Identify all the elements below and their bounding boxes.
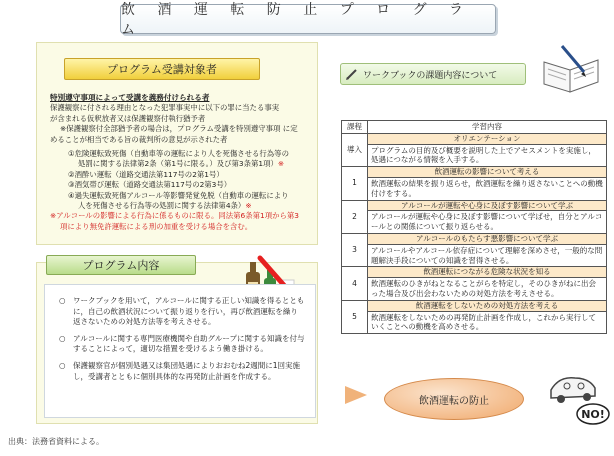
target-tag: プログラム受講対象者 <box>64 58 260 80</box>
source-note: 出典：法務省資料による。 <box>8 437 104 446</box>
target-heading: 特別遵守事項によって受講を義務付けられる者 <box>50 93 210 102</box>
table-row <box>342 177 607 200</box>
red-mark: ※ <box>245 201 252 211</box>
course-head: アルコールが運転や心身に及ぼす影響について学ぶ <box>368 200 607 211</box>
course-body: 飲酒運転のひきがねとなることがらを特定し，そのひきがねに出会った場合及び出会わないための対処方法を考えさせる。 <box>368 278 607 301</box>
content-item: ○ 保護観察官が個別処遇又は集団処遇によりおおむね2週間に1回実施し，受講者とともに個別具体的な再発防止計画を作成する。 <box>59 360 301 381</box>
target-item: 処罰に関する法律第2条（第1号に限る。）及び第3条第1項）※ <box>78 159 285 169</box>
course-head: アルコールのもたらす悪影響について学ぶ <box>368 233 607 244</box>
table-row <box>342 278 607 301</box>
target-text <box>50 93 316 232</box>
col-course: 課程 <box>342 121 368 134</box>
outcome-ellipse: 飲酒運転の防止 <box>384 378 524 420</box>
table-row <box>342 200 607 211</box>
workbook-header: ワークブックの課題内容について <box>340 63 526 85</box>
course-num: 1 <box>342 167 368 200</box>
book-icon <box>540 42 604 96</box>
page-title: 飲 酒 運 転 防 止 プ ロ グ ラ ム <box>120 4 496 34</box>
red-note: 項により無免許運転による刑の加重を受ける場合を含む。 <box>60 221 253 231</box>
target-item: ③酒気帯び運転（道路交通法第117号の2第3号） <box>68 180 232 190</box>
target-item: ④過失運転致死傷アルコール等影響発覚免脱（自動車の運転により <box>68 190 289 200</box>
table-row <box>342 267 607 278</box>
table-row <box>342 244 607 267</box>
table-row <box>342 133 607 144</box>
target-item: ①危険運転致死傷（自動車等の運転により人を死傷させる行為等の <box>68 149 289 159</box>
target-item: ②酒酔い運転（道路交通法第117号の2第1号） <box>68 169 224 179</box>
target-line: が含まれる仮釈放者又は保護観察付執行猶予者 <box>50 113 206 123</box>
bullet: ○ <box>59 360 66 370</box>
arrow-icon <box>345 386 367 404</box>
bullet: ○ <box>59 296 66 305</box>
course-head: 飲酒運転につながる危険な状況を知る <box>368 267 607 278</box>
table-row <box>342 211 607 234</box>
course-body: 飲酒運転の結果を振り返らせ，飲酒運転を繰り返さないことへの動機付けをする。 <box>368 177 607 200</box>
bullet: ○ <box>59 333 66 343</box>
course-num: 5 <box>342 300 368 333</box>
course-num: 導入 <box>342 133 368 166</box>
target-line: 保護観察に付される理由となった犯罪事実中に以下の罪に当たる事実 <box>50 103 280 113</box>
course-head: 飲酒運転をしないための対処方法を考える <box>368 300 607 311</box>
table-row <box>342 300 607 311</box>
course-body: 飲酒運転をしないための再発防止計画を作成し，これから実行していくことへの動機を高めさせる。 <box>368 311 607 334</box>
content-box <box>44 284 316 418</box>
target-line: めることが相当である旨の裁判所の意見が示された者 <box>50 134 228 144</box>
course-num: 3 <box>342 233 368 266</box>
course-table <box>341 120 607 334</box>
no-sign-text: NO! <box>581 408 605 421</box>
target-line: ※保護観察付全部猶予者の場合は，プログラム受講を特別遵守事項 に定 <box>60 124 298 134</box>
no-drinking-car-icon <box>545 368 611 426</box>
red-note: ※アルコールの影響による行為に係るものに限る。同法第6条第1項から第3 <box>50 211 299 221</box>
course-body: アルコールが運転や心身に及ぼす影響について学ばせ，自分とアルコールとの関係について振り返らせる。 <box>368 211 607 234</box>
table-row <box>342 233 607 244</box>
course-num: 2 <box>342 200 368 233</box>
course-body: プログラムの目的及び概要を説明した上でアセスメントを実施し，処遇につながる情報を入手する。 <box>368 144 607 167</box>
table-row <box>342 311 607 334</box>
table-row <box>342 167 607 178</box>
content-tag: プログラム内容 <box>46 255 196 275</box>
course-num: 4 <box>342 267 368 300</box>
course-body: アルコールやアルコール依存症について理解を深めさせ，一般的な問題解決手段についての知識を習得させる。 <box>368 244 607 267</box>
pen-icon <box>345 67 359 81</box>
table-header-row <box>342 121 607 134</box>
col-content: 学習内容 <box>368 121 607 134</box>
course-head: 飲酒運転の影響について考える <box>368 167 607 178</box>
table-row <box>342 144 607 167</box>
target-item: 人を死傷させる行為等の処罰に関する法律第4条）※ <box>78 201 252 211</box>
content-item: ○ アルコールに関する専門医療機関や自助グループに関する知識を付与することによって，適切な措置を受けるよう働き掛ける。 <box>59 333 305 354</box>
red-mark: ※ <box>277 159 285 169</box>
course-head: オリエンテーション <box>368 133 607 144</box>
content-item: ○ ワークブックを用いて，アルコールに関する正しい知識を得るとともに，自己の飲酒状況について振り返りを行い，再び飲酒運転を繰り返さないための対処方法等を考えさせる。 <box>59 296 305 327</box>
